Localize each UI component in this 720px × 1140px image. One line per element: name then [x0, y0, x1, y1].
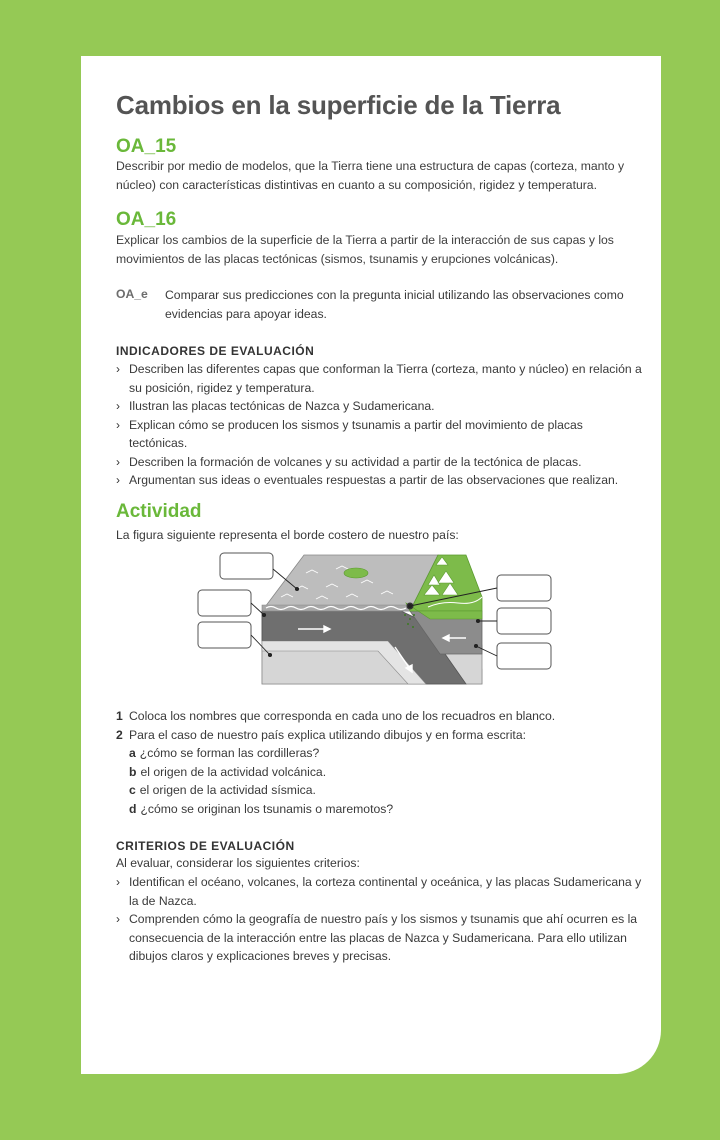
- label-box[interactable]: [198, 622, 251, 648]
- chevron-right-icon: ›: [116, 362, 120, 376]
- list-item: › Explican cómo se producen los sismos y tsunamis a partir del movimiento de placas tectónicas.: [116, 417, 583, 450]
- question-item: 1 Coloca los nombres que corresponda en cada uno de los recuadros en blanco.: [116, 707, 643, 726]
- subquestion-item: a ¿cómo se forman las cordilleras?: [129, 746, 320, 760]
- question-item: 2 Para el caso de nuestro país explica utilizando dibujos y en forma escrita:: [116, 726, 643, 745]
- subquestion-item: b el origen de la actividad volcánica.: [129, 764, 327, 779]
- criterios-list: [116, 873, 643, 966]
- criterios-heading: CRITERIOS DE EVALUACIÓN: [116, 839, 295, 853]
- oa15-code: OA_15: [116, 136, 177, 157]
- island: [344, 568, 368, 578]
- label-box[interactable]: [497, 643, 551, 669]
- question-number: 2: [116, 727, 123, 742]
- list-item: › Describen las diferentes capas que conforman la Tierra (corteza, manto y núcleo) en relación a su posición, rigidez y temperatura.: [116, 362, 642, 395]
- chevron-right-icon: ›: [116, 912, 120, 926]
- indicadores-list: [116, 360, 643, 490]
- chevron-right-icon: ›: [116, 473, 120, 487]
- oa15-text: Describir por medio de modelos, que la Tierra tiene una estructura de capas (corteza, manto y núcleo) con características distintivas en cuanto a su composición, rigidez y temperatura.: [116, 159, 625, 192]
- question-number: 1: [116, 709, 123, 723]
- list-item: › Identifican el océano, volcanes, la corteza continental y oceánica, y las placas Sudamericana y la de Nazca.: [116, 875, 642, 908]
- list-item: › Argumentan sus ideas o eventuales respuestas a partir de las observaciones que realizan.: [116, 471, 643, 490]
- oae-code: OA_e: [116, 287, 148, 301]
- label-box[interactable]: [198, 590, 251, 616]
- oa16-text: Explicar los cambios de la superficie de la Tierra a partir de la interacción de sus capas y los movimientos de las placas tectónicas (sismos, tsunamis y erupciones volcánicas).: [116, 233, 614, 266]
- list-item: › Ilustran las placas tectónicas de Nazca y Sudamericana.: [116, 397, 643, 416]
- chevron-right-icon: ›: [116, 417, 120, 432]
- label-box[interactable]: [220, 553, 273, 579]
- label-box[interactable]: [497, 608, 551, 634]
- page-title: Cambios en la superficie de la Tierra: [116, 90, 561, 120]
- chevron-right-icon: ›: [116, 875, 120, 889]
- list-item: › Describen la formación de volcanes y su actividad a partir de la tectónica de placas.: [116, 453, 643, 472]
- label-box[interactable]: [497, 575, 551, 601]
- indicadores-heading: INDICADORES DE EVALUACIÓN: [116, 344, 315, 358]
- question-list: [116, 707, 643, 818]
- oae-text: Comparar sus predicciones con la pregunta inicial utilizando las observaciones como evidencias para apoyar ideas.: [165, 288, 624, 321]
- subquestion-item: d ¿cómo se originan los tsunamis o maremotos?: [129, 801, 394, 816]
- chevron-right-icon: ›: [116, 454, 120, 469]
- chevron-right-icon: ›: [116, 399, 120, 413]
- ocean-surface: [262, 555, 438, 611]
- actividad-intro: La figura siguiente representa el borde costero de nuestro país:: [116, 528, 459, 542]
- subquestion-item: c el origen de la actividad sísmica.: [129, 783, 316, 797]
- oa16-code: OA_16: [116, 209, 177, 230]
- coastal-cross-section-figure: [196, 549, 636, 689]
- list-item: › Comprenden cómo la geografía de nuestro país y los sismos y tsunamis que ahí ocurren es la consecuencia de la interacción entre las placas de Nazca y Sudamericana. Para ello utilizan dibujos claros y explicaciones breves y precisas.: [116, 912, 638, 963]
- actividad-title: Actividad: [116, 501, 202, 522]
- criterios-intro: Al evaluar, considerar los siguientes criterios:: [116, 856, 360, 870]
